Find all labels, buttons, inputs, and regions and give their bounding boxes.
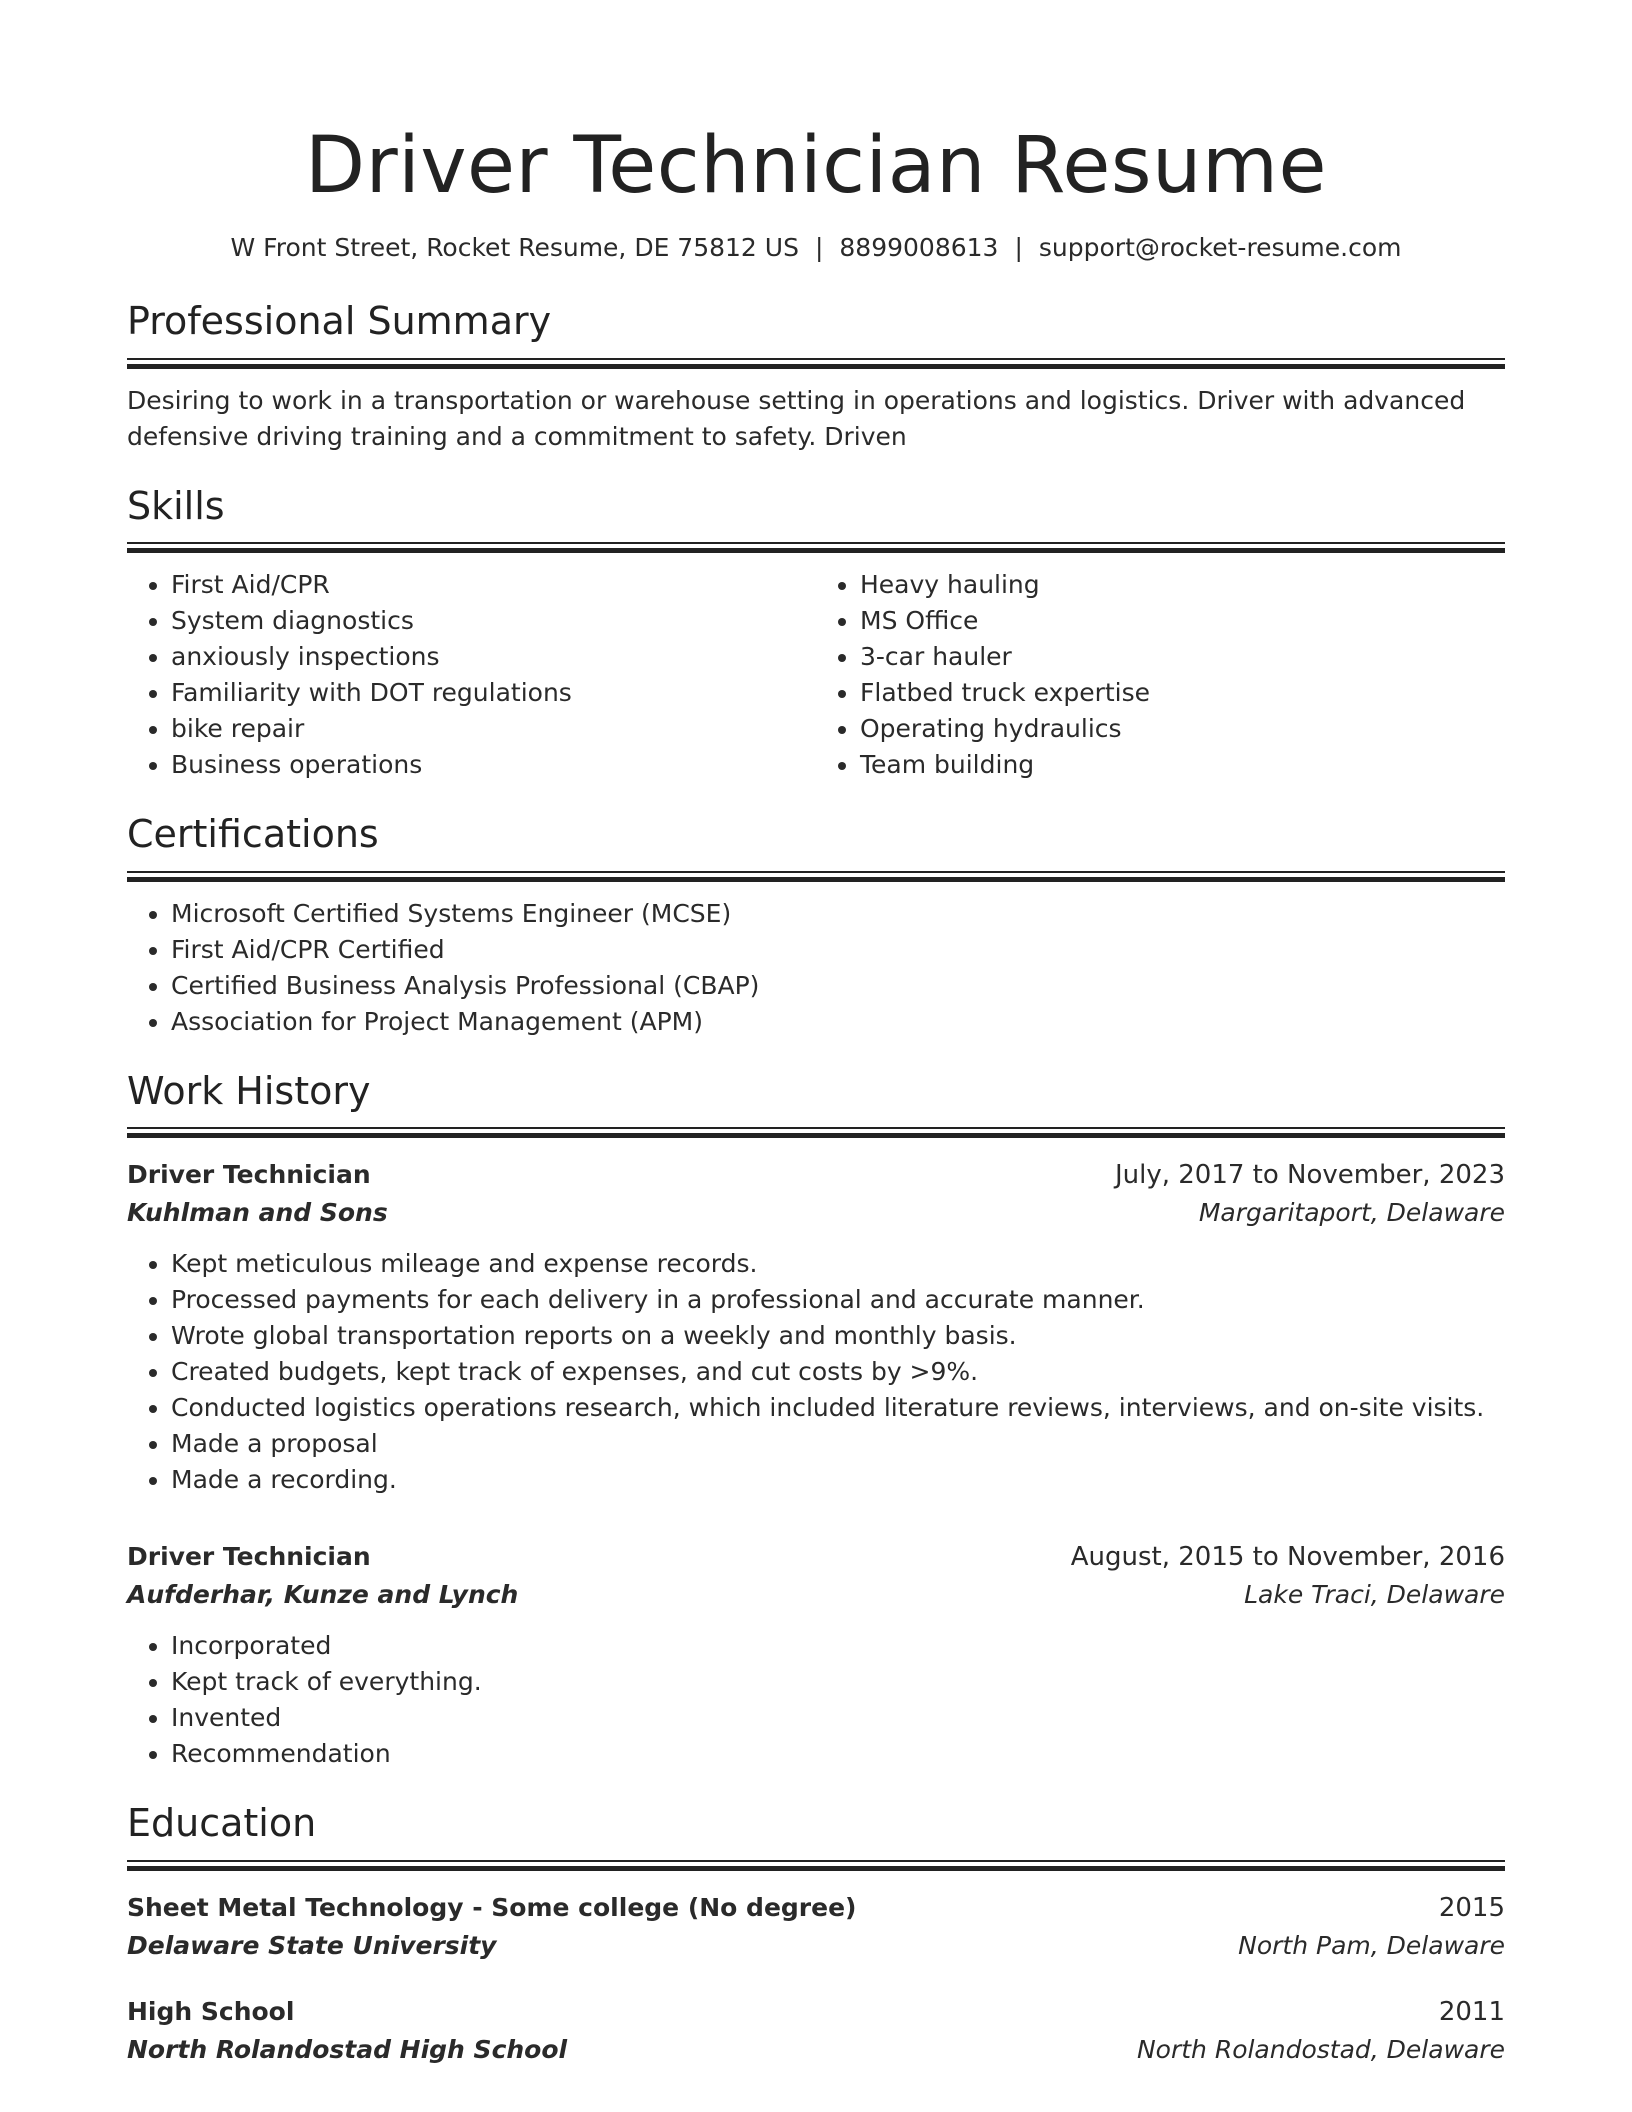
section-heading-certifications: Certifications (127, 812, 379, 857)
skill-item: • Business operations (171, 747, 816, 783)
skill-item: • Familiarity with DOT regulations (171, 675, 816, 711)
job-company: Aufderhar, Kunze and Lynch (127, 1580, 519, 1610)
summary-text: Desiring to work in a transportation or warehouse setting in operations and logistics. Driver with advanced defensive driving training and a commitment to safety. Driven (127, 385, 1466, 451)
education-school: North Rolandostad High School (127, 2034, 568, 2064)
education-section (127, 1800, 1505, 2069)
contact-separator: | (1014, 232, 1023, 262)
job-location: Margaritaport, Delaware (1198, 1198, 1505, 1228)
education-degree-row (127, 1993, 1505, 2031)
education-degree: Sheet Metal Technology - Some college (No degree) (127, 1892, 857, 1922)
job-entry (127, 1538, 1505, 1772)
education-entry (127, 1889, 1505, 1965)
section-divider (127, 1127, 1505, 1138)
job-company-row (127, 1194, 1505, 1232)
skill-item: • Flatbed truck expertise (860, 675, 1505, 711)
skill-item: • 3-car hauler (860, 639, 1505, 675)
section-heading-work-history: Work History (127, 1068, 371, 1113)
job-bullet: • Made a recording. (171, 1462, 1505, 1498)
education-degree-row (127, 1889, 1505, 1927)
skill-item: • MS Office (860, 603, 1505, 639)
skill-item: • Operating hydraulics (860, 711, 1505, 747)
skill-item: • System diagnostics (171, 603, 816, 639)
education-year: 2015 (1438, 1892, 1505, 1923)
job-bullet: • Created budgets, kept track of expenses, and cut costs by >9%. (171, 1354, 1505, 1390)
education-school-row (127, 2031, 1505, 2069)
education-location: North Rolandostad, Delaware (1136, 2034, 1505, 2064)
education-entry (127, 1993, 1505, 2069)
job-bullet: • Incorporated (171, 1628, 1505, 1664)
job-title-row (127, 1156, 1505, 1194)
work-history-section (127, 1068, 1505, 1773)
contact-address: W Front Street, Rocket Resume, DE 75812 US (230, 232, 799, 262)
job-bullet: • Processed payments for each delivery in a professional and accurate manner. (171, 1282, 1505, 1318)
job-title: Driver Technician (127, 1160, 371, 1190)
section-divider (127, 542, 1505, 553)
job-bullet: • Kept track of everything. (171, 1664, 1505, 1700)
certification-item: • Association for Project Management (APM) (171, 1004, 1505, 1040)
contact-email[interactable]: support@rocket-resume.com (1038, 232, 1402, 262)
education-year: 2011 (1438, 1996, 1505, 2027)
job-dates: July, 2017 to November, 2023 (1114, 1160, 1505, 1191)
job-entry (127, 1156, 1505, 1498)
section-heading-summary: Professional Summary (127, 299, 552, 344)
section-heading-education: Education (127, 1801, 317, 1846)
education-school: Delaware State University (127, 1930, 497, 1960)
skills-list-right (816, 567, 1505, 783)
job-company: Kuhlman and Sons (127, 1198, 388, 1228)
skill-item: • Heavy hauling (860, 567, 1505, 603)
job-company-row (127, 1576, 1505, 1614)
contact-line (127, 232, 1505, 265)
skills-list-left (127, 567, 816, 783)
job-bullet: • Made a proposal (171, 1426, 1505, 1462)
job-title: Driver Technician (127, 1542, 371, 1572)
section-divider (127, 358, 1505, 369)
education-location: North Pam, Delaware (1238, 1930, 1505, 1960)
section-divider (127, 1860, 1505, 1871)
job-location: Lake Traci, Delaware (1244, 1580, 1505, 1610)
resume-title: Driver Technician Resume (305, 121, 1327, 211)
job-title-row (127, 1538, 1505, 1576)
job-bullets (127, 1246, 1505, 1498)
contact-separator: | (814, 232, 824, 262)
certification-item: • Certified Business Analysis Professional (CBAP) (171, 968, 1505, 1004)
certifications-list (127, 896, 1505, 1040)
job-bullet: • Invented (171, 1700, 1505, 1736)
section-divider (127, 871, 1505, 882)
summary-section (127, 298, 1505, 455)
certification-item: • First Aid/CPR Certified (171, 932, 1505, 968)
education-degree: High School (127, 1996, 295, 2026)
job-bullet: • Recommendation (171, 1736, 1505, 1772)
job-dates: August, 2015 to November, 2016 (1070, 1542, 1505, 1573)
job-bullets (127, 1628, 1505, 1772)
job-bullet: • Conducted logistics operations research, which included literature reviews, interviews, and on-site visits. (171, 1390, 1505, 1426)
skill-item: • anxiously inspections (171, 639, 816, 675)
skill-item: • First Aid/CPR (171, 567, 816, 603)
skill-item: • bike repair (171, 711, 816, 747)
job-bullet: • Wrote global transportation reports on a weekly and monthly basis. (171, 1318, 1505, 1354)
certifications-section (127, 811, 1505, 1040)
skills-columns (127, 567, 1505, 783)
certification-item: • Microsoft Certified Systems Engineer (MCSE) (171, 896, 1505, 932)
job-bullet: • Kept meticulous mileage and expense records. (171, 1246, 1505, 1282)
section-heading-skills: Skills (127, 483, 225, 528)
education-school-row (127, 1927, 1505, 1965)
skill-item: • Team building (860, 747, 1505, 783)
contact-phone: 8899008613 (839, 232, 999, 262)
skills-section (127, 483, 1505, 784)
